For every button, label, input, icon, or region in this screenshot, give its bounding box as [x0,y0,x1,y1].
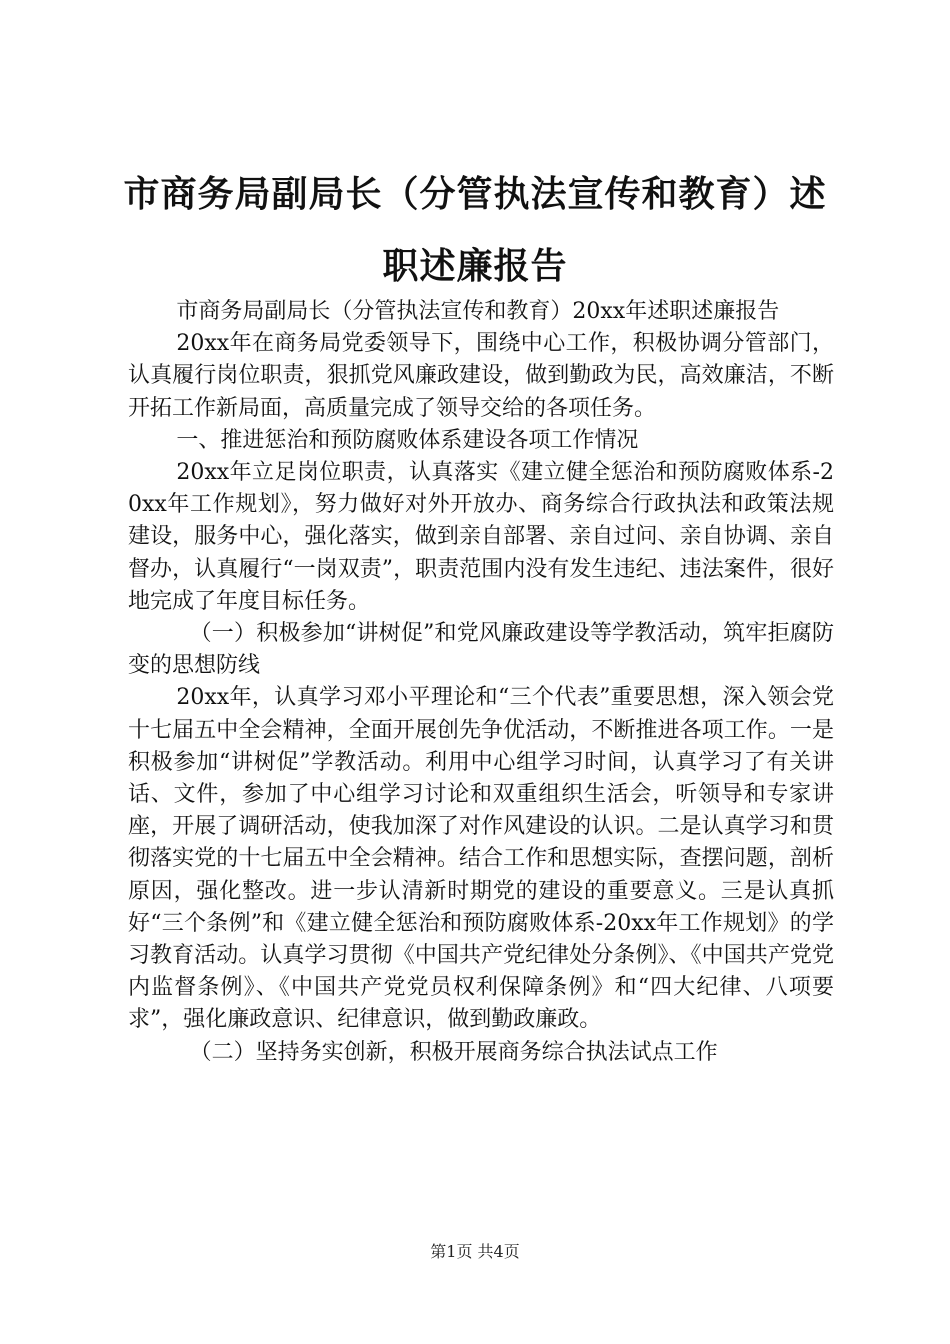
document-body [128,296,834,1069]
document-title: 市商务局副局长（分管执法宣传和教育）述职述廉报告 [123,173,827,287]
report-subtitle-paragraph: 市商务局副局长（分管执法宣传和教育）20xx年述职述廉报告 [176,299,780,324]
subsection-1-paragraph: 20xx年，认真学习邓小平理论和“三个代表”重要思想，深入领会党十七届五中全会精神，全面开展创先争优活动，不断推进各项工作。一是积极参加“讲树促”学教活动。利用中心组学习时间，认真学习了有关讲话、文件，参加了中心组学习讨论和双重组织生活会，听领导和专家讲座，开展了调研活动，使我加深了对作风建设的认识。二是认真学习和贯彻落实党的十七届五中全会精神。结合工作和思想实际，查摆问题，剖析原因，强化整改。进一步认清新时期党的建设的重要意义。三是认真抓好“三个条例”和《建立健全惩治和预防腐败体系-20xx年工作规划》的学习教育活动。认真学习贯彻《中国共产党纪律处分条例》、《中国共产党党内监督条例》、《中国共产党党员权利保障条例》和“四大纪律、八项要求”，强化廉政意识、纪律意识，做到勤政廉政。 [128,685,834,1033]
intro-paragraph: 20xx年在商务局党委领导下，围绕中心工作，积极协调分管部门，认真履行岗位职责，狠抓党风廉政建设，做到勤政为民，高效廉洁，不断开拓工作新局面，高质量完成了领导交给的各项任务。 [128,331,834,421]
subsection-heading-2: （二）坚持务实创新，积极开展商务综合执法试点工作 [189,1039,718,1065]
section-heading-1: 一、推进惩治和预防腐败体系建设各项工作情况 [176,427,639,453]
subsection-heading-1: （一）积极参加“讲树促”和党风廉政建设等学教活动，筑牢拒腐防变的思想防线 [128,621,834,679]
page-number-footer: 第1页 共4页 [430,1242,520,1261]
section-1-paragraph: 20xx年立足岗位职责，认真落实《建立健全惩治和预防腐败体系-20xx年工作规划》，努力做好对外开放办、商务综合行政执法和政策法规建设，服务中心，强化落实，做到亲自部署、亲自过问、亲自协调、亲自督办，认真履行“一岗双责”，职责范围内没有发生违纪、违法案件，很好地完成了年度目标任务。 [128,460,834,614]
